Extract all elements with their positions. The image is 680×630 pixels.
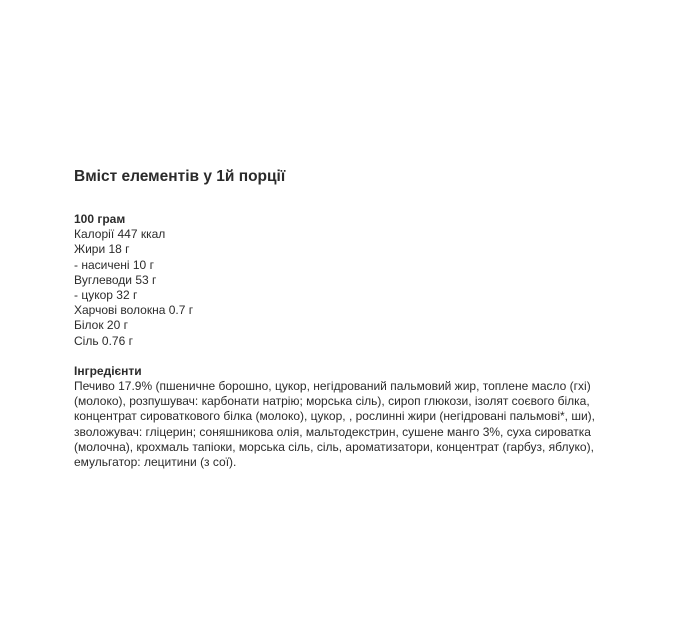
nutrition-row-protein: Білок 20 г xyxy=(74,318,128,333)
nutrition-row-carbohydrates: Вуглеводи 53 г xyxy=(74,272,157,287)
nutrition-row-fat: Жири 18 г xyxy=(74,242,130,257)
ingredients-section xyxy=(74,364,614,470)
nutrition-row-fiber: Харчові волокна 0.7 г xyxy=(74,303,194,318)
nutrition-facts xyxy=(74,212,614,349)
section-title: Вміст елементів у 1й порції xyxy=(74,168,286,185)
nutrition-row-calories: Калорії 447 ккал xyxy=(74,227,166,242)
nutrition-row-salt: Сіль 0.76 г xyxy=(74,333,133,348)
ingredients-heading: Інгредієнти xyxy=(74,363,142,378)
nutrition-row-sugar: - цукор 32 г xyxy=(74,288,138,303)
nutrition-row-saturated-fat: - насичені 10 г xyxy=(74,257,154,272)
ingredients-text: Печиво 17.9% (пшеничне борошно, цукор, негідрований пальмовий жир, топлене масло (гхі) (молоко), розпушувач: карбонати натрію; морська сіль), сироп глюкози, ізолят соєвого білка, концентрат сироваткового білка (молоко), цукор, , рослинні жири (негідровані пальмові*, ши), зволожувач: гліцерин; соняшникова олія, мальтодекстрин, сушене манго 3%, суха сироватка (молочна), крохмаль тапіоки, морська сіль, сіль, ароматизатори, концентрат (гарбуз, яблуко), емульгатор: лецитини (з сої). xyxy=(74,379,595,470)
portion-size: 100 грам xyxy=(74,212,126,226)
product-info xyxy=(74,166,614,470)
